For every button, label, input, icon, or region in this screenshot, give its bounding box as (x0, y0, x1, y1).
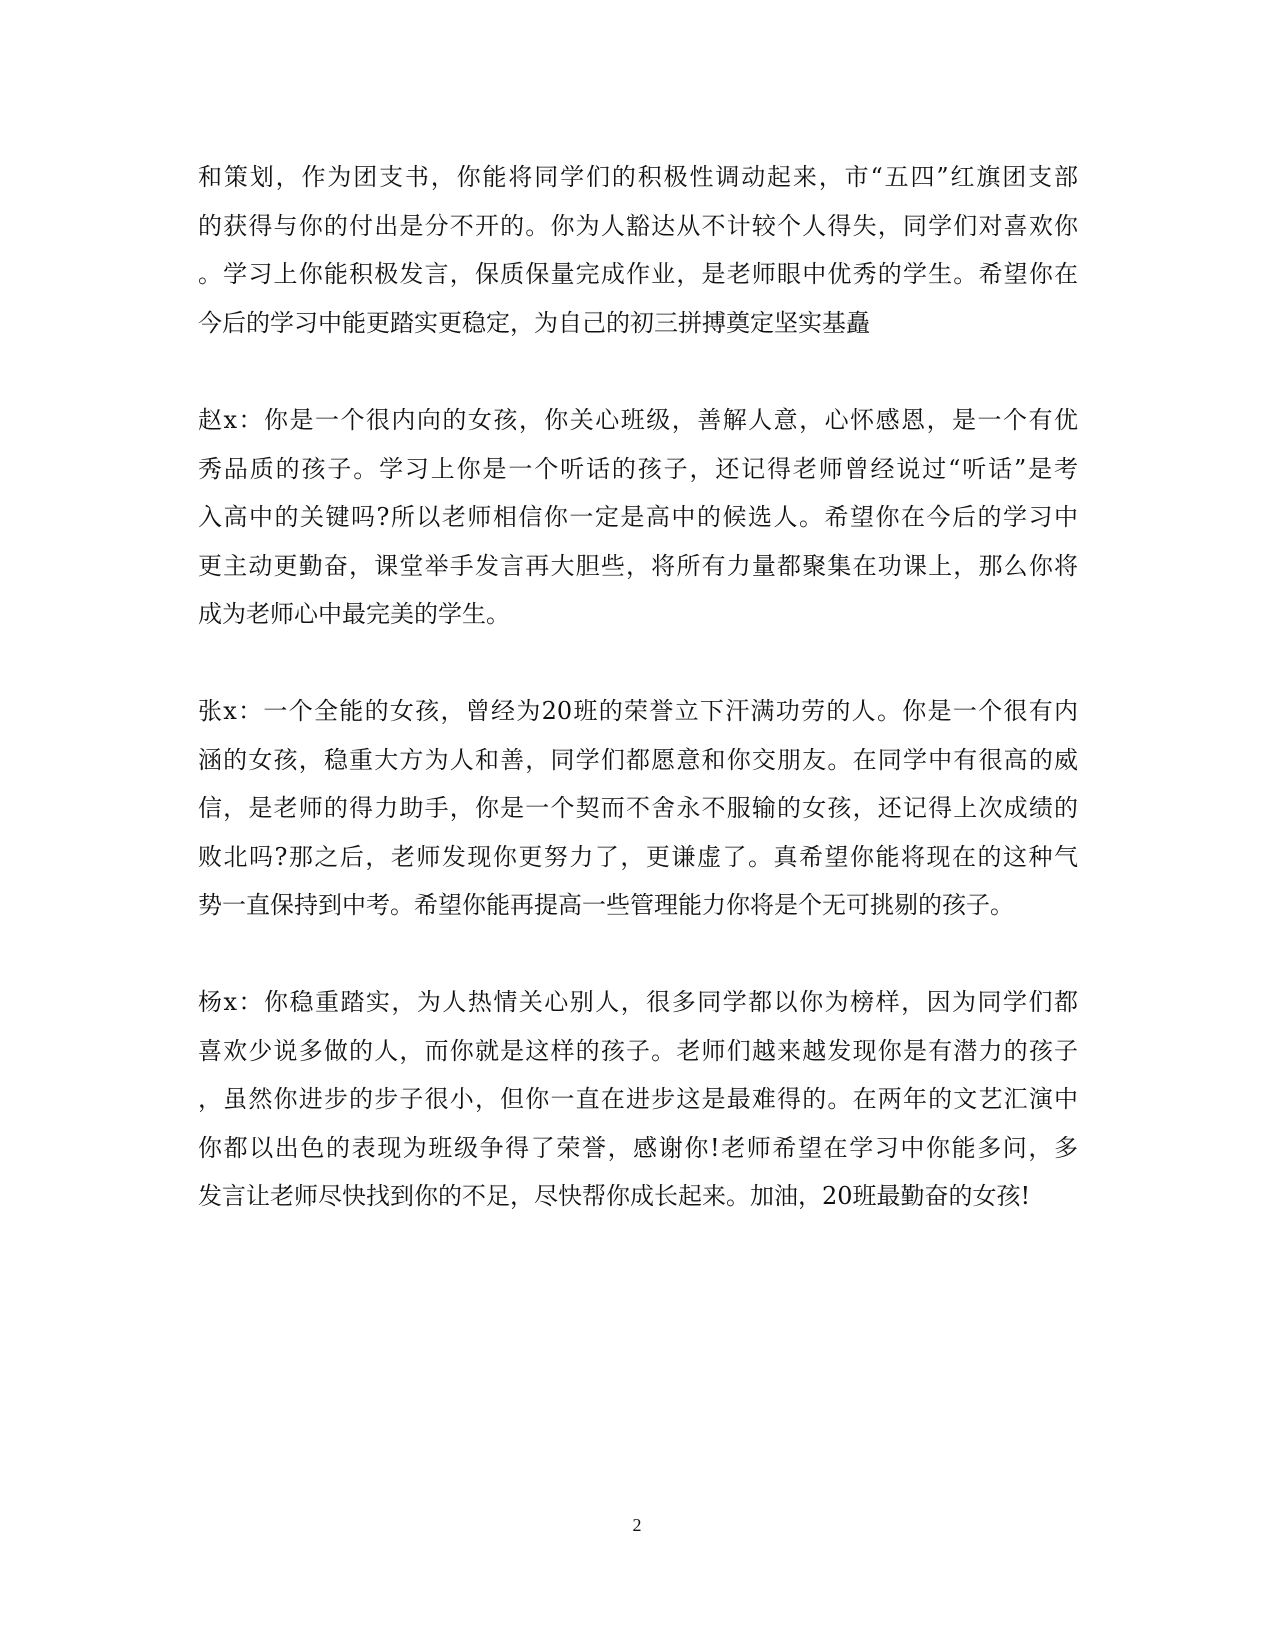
text-line: 涵的女孩，稳重大方为人和善，同学们都愿意和你交朋友。在同学中有很高的威 (198, 745, 1078, 774)
paragraph-4 (198, 978, 1078, 1221)
text-line: 秀品质的孩子。学习上你是一个听话的孩子，还记得老师曾经说过“听话”是考 (198, 454, 1078, 483)
text-line: 赵x：你是一个很内向的女孩，你关心班级，善解人意，心怀感恩，是一个有优 (198, 406, 1078, 434)
text-line: 信，是老师的得力助手，你是一个契而不舍永不服输的女孩，还记得上次成绩的 (198, 794, 1078, 822)
text-line: 杨x：你稳重踏实，为人热情关心别人，很多同学都以你为榜样，因为同学们都 (198, 988, 1078, 1016)
paragraph-3 (198, 687, 1078, 930)
paragraph-1 (198, 153, 1078, 347)
text-line: 败北吗?那之后，老师发现你更努力了，更谦虚了。真希望你能将现在的这种气 (198, 842, 1078, 871)
text-line: 和策划，作为团支书，你能将同学们的积极性调动起来，市“五四”红旗团支部 (198, 163, 1078, 191)
text-line: 你都以出色的表现为班级争得了荣誉，感谢你!老师希望在学习中你能多问，多 (198, 1133, 1078, 1162)
page-number: 2 (632, 1515, 642, 1535)
text-line: ，虽然你进步的步子很小，但你一直在进步这是最难得的。在两年的文艺汇演中 (198, 1085, 1078, 1113)
text-line: 势一直保持到中考。希望你能再提高一些管理能力你将是个无可挑剔的孩子。 (198, 891, 1014, 919)
text-line: 成为老师心中最完美的学生。 (198, 600, 510, 628)
text-line: 张x：一个全能的女孩，曾经为20班的荣誉立下汗满功劳的人。你是一个很有内 (198, 697, 1078, 725)
text-line: 喜欢少说多做的人，而你就是这样的孩子。老师们越来越发现你是有潜力的孩子 (198, 1036, 1078, 1065)
paragraph-2 (198, 396, 1078, 639)
text-line: 发言让老师尽快找到你的不足，尽快帮你成长起来。加油，20班最勤奋的女孩! (198, 1182, 1031, 1210)
text-line: 更主动更勤奋，课堂举手发言再大胆些，将所有力量都聚集在功课上，那么你将 (198, 551, 1078, 580)
text-line: 入高中的关键吗?所以老师相信你一定是高中的候选人。希望你在今后的学习中 (198, 503, 1078, 531)
text-line: 今后的学习中能更踏实更稳定，为自己的初三拼搏奠定坚实基矗 (198, 308, 870, 337)
text-line: 的获得与你的付出是分不开的。你为人豁达从不计较个人得失，同学们对喜欢你 (198, 211, 1078, 240)
text-line: 。学习上你能积极发言，保质保量完成作业，是老师眼中优秀的学生。希望你在 (198, 260, 1078, 288)
